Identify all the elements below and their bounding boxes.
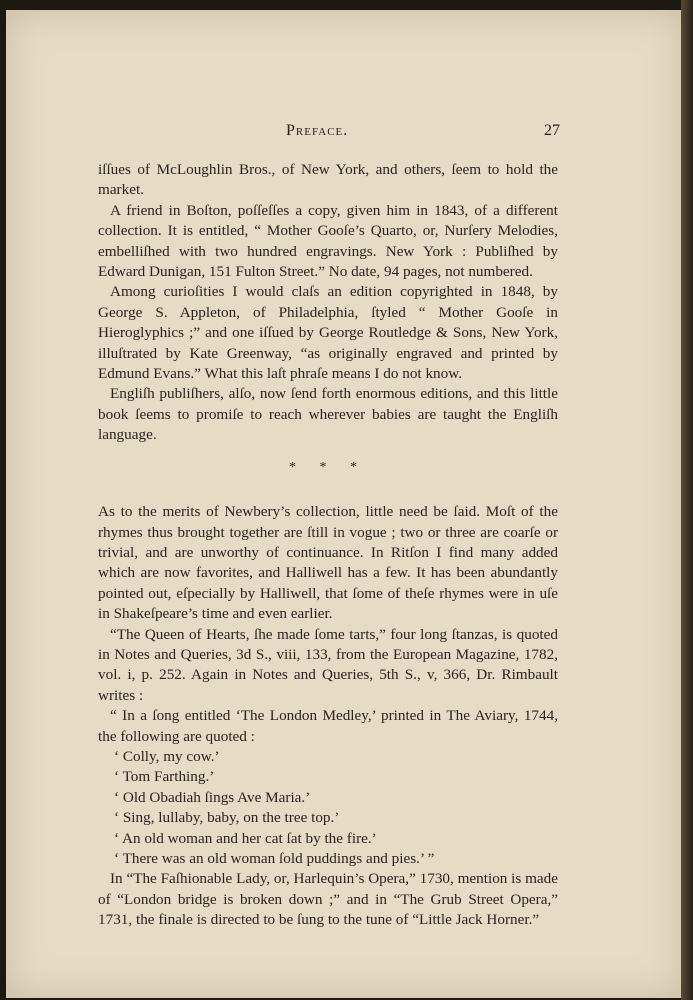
running-head: Preface.: [286, 122, 349, 139]
paragraph: In “The Faſhionable Lady, or, Harlequin’s Opera,” 1730, mention is made of “London bridge is broken down ;” and in “The Grub Street Opera,” 1731, the finale is directed to be ſung to the tune of “Little Jack Horner.”: [98, 870, 558, 929]
paragraph: Among curioſities I would claſs an edition copyrighted in 1848, by George S. Appleton, of Philadelphia, ſtyled “ Mother Gooſe in Hieroglyphics ;” and one iſſued by George Routledge & Sons, New York, illuſtrated by Kate Greenway, “as originally engraved and printed by Edmund Evans.” What this laſt phraſe means I do not know.: [98, 283, 558, 383]
paragraph: “The Queen of Hearts, ſhe made ſome tarts,” four long ſtanzas, is quoted in Notes and Queries, 3d S., viii, 133, from the European Magazine, 1782, vol. i, p. 252. Again in Notes and Queries, 5th S., v, 366, Dr. Rimbault writes :: [98, 625, 558, 704]
quoted-rhyme: ‘ Colly, my cow.’: [114, 747, 220, 765]
quoted-rhyme: ‘ Tom Farthing.’: [114, 768, 215, 786]
page-edge: [681, 0, 693, 1000]
quoted-rhyme: ‘ Old Obadiah ſings Ave Maria.’: [114, 788, 311, 806]
paragraph: Engliſh publiſhers, alſo, now ſend forth enormous editions, and this little book ſeems to promiſe to reach wherever babies are taught the Engliſh language.: [98, 385, 558, 444]
quoted-rhyme: ‘ Sing, lullaby, baby, on the tree top.’: [114, 809, 340, 827]
paragraph: “ In a ſong entitled ‘The London Medley,’ printed in The Aviary, 1744, the following are quoted :: [98, 707, 558, 745]
paragraph: iſſues of McLoughlin Bros., of New York, and others, ſeem to hold the market.: [98, 161, 558, 199]
quoted-rhyme: ‘ An old woman and her cat ſat by the fire.’: [114, 829, 377, 847]
page-number: 27: [544, 122, 560, 139]
page-header: [0, 122, 693, 146]
paragraph: A friend in Boſton, poſſeſſes a copy, given him in 1843, of a different collection. It is entitled, “ Mother Gooſe’s Quarto, or, Nurſery Melodies, embelliſhed with two hundred engravings. New York : Publiſhed by Edward Dunigan, 151 Fulton Street.” No date, 94 pages, not numbered.: [98, 201, 558, 281]
quoted-rhyme: ‘ There was an old woman ſold puddings and pies.’ ”: [114, 850, 435, 867]
body-text: [98, 160, 558, 931]
paragraph: As to the merits of Newbery’s collection, little need be ſaid. Moſt of the rhymes thus brought together are ſtill in vogue ; two or three are coarſe or trivial, and are unworthy of continuance. In Ritſon I find many added which are now favorites, and Halliwell has a few. It has been abundantly pointed out, eſpecially by Halliwell, that ſome of theſe rhymes were in uſe in Shakeſpeare’s time and even earlier.: [98, 503, 558, 623]
section-separator: * * *: [289, 459, 367, 475]
